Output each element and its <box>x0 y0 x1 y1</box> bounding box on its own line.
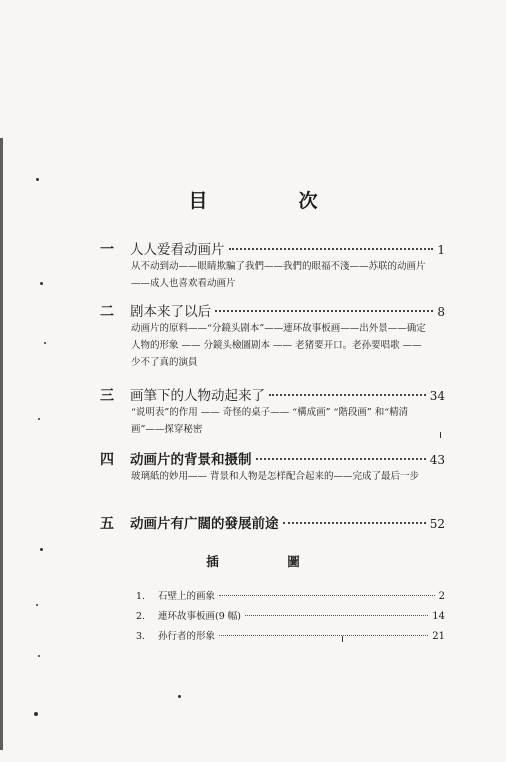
scan-speck <box>38 418 40 420</box>
chapter-description: 动画片的原料——“分鏡头剧本”——連环故事板画——出外景——确定人物的形象 —— 分鏡头檢圖剧本 —— 老猪要开口。老孙要唱歌 ——少不了真的演員 <box>131 323 426 368</box>
scan-speck <box>44 342 46 344</box>
chapter-number: 一 <box>100 242 114 258</box>
chapter-page: 43 <box>429 453 445 467</box>
scan-speck <box>40 282 43 285</box>
chapter-number: 二 <box>100 304 114 320</box>
illustration-label: 孙行者的形象 <box>158 631 216 642</box>
chapter-entry <box>100 448 445 485</box>
illustrations-title: 插 圖 <box>206 554 328 569</box>
illustration-label: 連环故事板画(9 幅) <box>158 611 241 622</box>
dot-leader <box>256 458 426 460</box>
dot-leader <box>283 522 426 524</box>
binding-edge <box>0 138 3 750</box>
illustration-entry <box>136 588 445 608</box>
illustration-page: 14 <box>432 611 445 622</box>
chapter-number: 五 <box>100 516 114 532</box>
chapter-number: 三 <box>100 388 114 404</box>
chapter-title: 剧本来了以后 <box>130 304 211 320</box>
illustration-number: 2. <box>136 611 146 622</box>
scan-speck <box>178 695 181 698</box>
scan-speck <box>38 655 40 657</box>
chapter-page: 1 <box>437 243 445 257</box>
chapter-title: 动画片有广闊的發展前途 <box>130 516 279 532</box>
illustration-page: 2 <box>438 591 445 602</box>
scan-speck <box>36 604 38 606</box>
dot-leader <box>245 615 428 616</box>
chapter-description: 玻璃紙的妙用—— 背景和人物是怎样配合起来的——完成了最后一步 <box>131 471 420 482</box>
scan-speck <box>440 432 441 438</box>
chapter-entry <box>100 300 445 371</box>
illustration-entry <box>136 608 445 628</box>
illustrations-list <box>136 588 445 648</box>
scan-speck <box>342 636 343 642</box>
chapter-page: 52 <box>429 517 445 531</box>
chapter-entry <box>100 384 445 438</box>
chapter-page: 8 <box>437 305 445 319</box>
scan-speck <box>36 178 39 181</box>
chapter-description: “说明表”的作用 —— 奇怪的桌子—— “構成画” “階段画” 和“精清画”——探穿秘密 <box>131 407 409 435</box>
chapter-title: 动画片的背景和摄制 <box>130 452 252 468</box>
chapter-entry <box>100 238 445 292</box>
dot-leader <box>219 635 428 636</box>
illustration-label: 石壁上的画象 <box>158 591 216 602</box>
dot-leader <box>219 595 435 596</box>
illustration-number: 1. <box>136 591 146 602</box>
dot-leader <box>269 394 426 396</box>
illustration-entry <box>136 628 445 648</box>
chapter-description: 从不动到动——眼睛欺騙了我們——我們的眼福不淺——苏联的动画片——成人也喜欢看动画片 <box>131 261 426 289</box>
scan-speck <box>34 712 38 716</box>
scan-speck <box>40 548 43 551</box>
chapter-title: 人人爱看动画片 <box>130 242 225 258</box>
chapter-number: 四 <box>100 452 114 468</box>
illustration-number: 3. <box>136 631 146 642</box>
dot-leader <box>215 310 433 312</box>
toc-title: 目 次 <box>188 190 354 212</box>
illustration-page: 21 <box>432 631 445 642</box>
dot-leader <box>229 248 434 250</box>
chapter-title: 画筆下的人物动起来了 <box>130 388 265 404</box>
chapter-entry <box>100 512 445 532</box>
chapter-page: 34 <box>429 389 445 403</box>
